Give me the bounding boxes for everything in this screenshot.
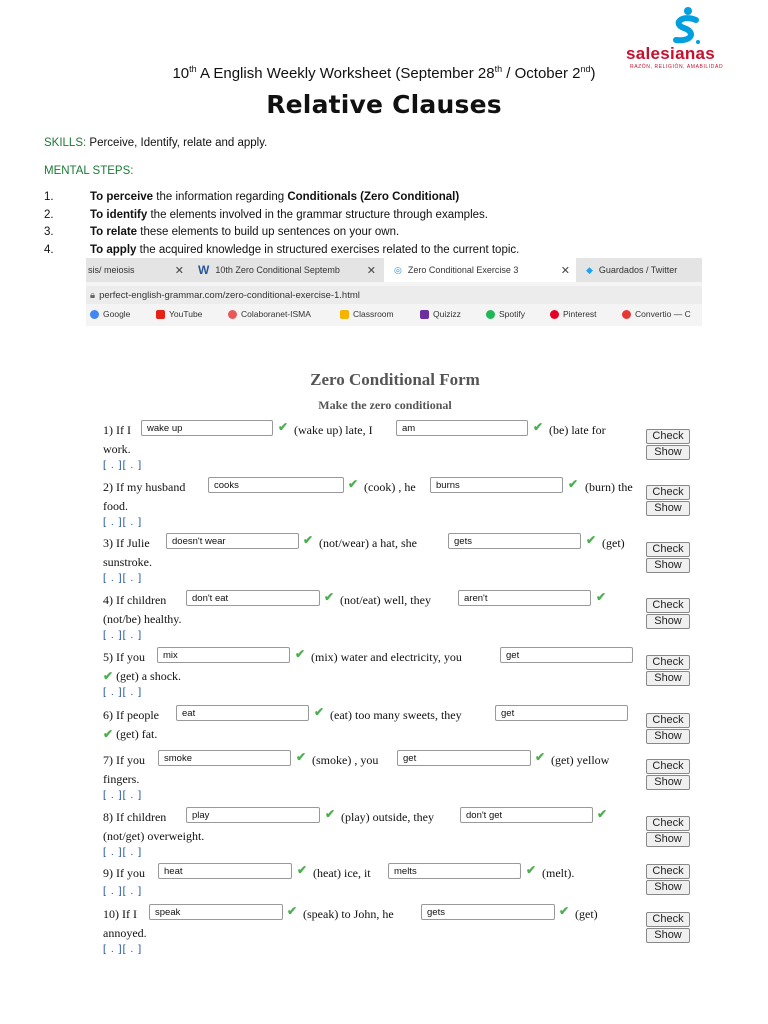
check-button[interactable]: Check (646, 816, 690, 831)
check-mark-icon: ✔ (597, 807, 608, 821)
close-icon[interactable]: ✕ (366, 264, 376, 277)
bookmarks-bar (86, 306, 702, 324)
check-mark-icon: ✔ (314, 705, 325, 719)
check-mark-icon: ✔ (586, 533, 597, 547)
site-icon: ◎ (394, 264, 402, 275)
question-10: 10) If I speak ✔ (speak) to John, he gets ✔ (get) annoyed. [ . ][ . ] (103, 904, 648, 957)
question-3: 3) If Julie doesn't wear ✔ (not/wear) a hat, she gets ✔ (get) sunstroke. [ . ][ . ] (103, 533, 648, 586)
answer-input[interactable]: eat (176, 705, 309, 721)
question-6: 6) If people eat ✔ (eat) too many sweets, they get ✔ (get) fat. (103, 705, 648, 744)
check-mark-icon: ✔ (535, 750, 546, 764)
hint-links[interactable]: [ . ][ . ] (103, 572, 143, 584)
tab-exercise[interactable]: ◎ Zero Conditional Exercise 3 ✕ (384, 258, 576, 282)
school-logo (622, 6, 762, 70)
bookmark-quizizz[interactable]: Quizizz (420, 309, 461, 319)
show-button[interactable]: Show (646, 671, 690, 686)
hint-links[interactable]: [ . ][ . ] (103, 789, 143, 801)
check-mark-icon: ✔ (325, 807, 336, 821)
hint-links[interactable]: [ . ][ . ] (103, 885, 143, 897)
question-8: 8) If children play ✔ (play) outside, they don't get ✔ (not/get) overweight. [ . ][ . ] (103, 807, 648, 860)
question-7: 7) If you smoke ✔ (smoke) , you get ✔ (get) yellow fingers. [ . ][ . ] (103, 750, 648, 803)
page-title: Relative Clauses (266, 90, 502, 119)
answer-input[interactable]: get (495, 705, 628, 721)
answer-input[interactable]: cooks (208, 477, 344, 493)
tab-twitter[interactable]: ◆ Guardados / Twitter (586, 264, 678, 275)
check-button[interactable]: Check (646, 759, 690, 774)
exercise-subtitle: Make the zero conditional (318, 398, 452, 412)
address-bar[interactable]: 🔒︎ perfect-english-grammar.com/zero-conditional-exercise-1.html (86, 286, 702, 304)
check-button[interactable]: Check (646, 429, 690, 444)
check-mark-icon: ✔ (303, 533, 314, 547)
check-button[interactable]: Check (646, 912, 690, 927)
show-button[interactable]: Show (646, 880, 690, 895)
answer-input[interactable]: doesn't wear (166, 533, 299, 549)
mental-steps-label: MENTAL STEPS: (44, 165, 134, 177)
browser-screenshot (86, 258, 702, 326)
spotify-icon (486, 310, 495, 319)
show-button[interactable]: Show (646, 832, 690, 847)
hint-links[interactable]: [ . ][ . ] (103, 459, 143, 471)
hint-links[interactable]: [ . ][ . ] (103, 516, 143, 528)
question-5: 5) If you mix ✔ (mix) water and electricity, you get ✔ (get) a shock. [ . ][ . ] (103, 647, 648, 700)
hint-links[interactable]: [ . ][ . ] (103, 629, 143, 641)
hint-links[interactable]: [ . ][ . ] (103, 943, 143, 955)
answer-input[interactable]: get (397, 750, 531, 766)
pinterest-icon (550, 310, 559, 319)
check-mark-icon: ✔ (559, 904, 570, 918)
show-button[interactable]: Show (646, 775, 690, 790)
check-mark-icon: ✔ (596, 590, 607, 604)
answer-input[interactable]: smoke (158, 750, 291, 766)
check-button[interactable]: Check (646, 655, 690, 670)
exercise-title: Zero Conditional Form (310, 370, 480, 389)
check-mark-icon: ✔ (526, 863, 537, 877)
google-icon (90, 310, 99, 319)
show-button[interactable]: Show (646, 501, 690, 516)
hint-links[interactable]: [ . ][ . ] (103, 686, 143, 698)
show-button[interactable]: Show (646, 558, 690, 573)
check-mark-icon: ✔ (296, 750, 307, 764)
question-9: 9) If you heat ✔ (heat) ice, it melts ✔ (melt). [ . ][ . ] (103, 863, 648, 899)
bookmark-spotify[interactable]: Spotify (486, 309, 525, 319)
tab-worksheet[interactable]: W 10th Zero Conditional Septemb ✕ (198, 263, 376, 277)
question-4: 4) If children don't eat ✔ (not/eat) well, they aren't ✔ (not/be) healthy. [ . ][ . ] (103, 590, 648, 643)
bookmark-pinterest[interactable]: Pinterest (550, 309, 597, 319)
logo-name: salesianas (626, 44, 716, 63)
answer-input[interactable]: mix (157, 647, 290, 663)
question-1: 1) If I wake up ✔ (wake up) late, I am ✔ (be) late for work. [ . ][ . ] (103, 420, 648, 473)
answer-input[interactable]: gets (448, 533, 581, 549)
answer-input[interactable]: wake up (141, 420, 273, 436)
answer-input[interactable]: get (500, 647, 633, 663)
show-button[interactable]: Show (646, 928, 690, 943)
bookmark-convertio[interactable]: Convertio — C (622, 309, 691, 319)
close-icon[interactable]: ✕ (174, 264, 184, 277)
bookmark-google[interactable]: Google (90, 309, 130, 319)
check-mark-icon: ✔ (533, 420, 544, 434)
show-button[interactable]: Show (646, 614, 690, 629)
answer-input[interactable]: burns (430, 477, 563, 493)
bookmark-colaboranet[interactable]: Colaboranet-ISMA (228, 309, 311, 319)
check-mark-icon: ✔ (324, 590, 335, 604)
check-mark-icon: ✔ (568, 477, 579, 491)
question-2: 2) If my husband cooks ✔ (cook) , he burns ✔ (burn) the food. [ . ][ . ] (103, 477, 648, 530)
quizizz-icon (420, 310, 429, 319)
tab-strip (86, 258, 702, 282)
logo-swirl-icon (662, 6, 708, 46)
tab-meiosis[interactable]: sis/ meiosis ✕ (88, 264, 184, 277)
colaboranet-icon (228, 310, 237, 319)
classroom-icon (340, 310, 349, 319)
check-mark-icon: ✔ (295, 647, 306, 661)
check-button[interactable]: Check (646, 713, 690, 728)
hint-links[interactable]: [ . ][ . ] (103, 846, 143, 858)
check-mark-icon: ✔ (287, 904, 298, 918)
check-mark-icon: ✔ (103, 669, 114, 683)
check-mark-icon: ✔ (297, 863, 308, 877)
answer-input[interactable]: melts (388, 863, 521, 879)
check-mark-icon: ✔ (348, 477, 359, 491)
bookmark-classroom[interactable]: Classroom (340, 309, 394, 319)
close-icon[interactable]: ✕ (560, 264, 570, 277)
answer-input[interactable]: gets (421, 904, 555, 920)
twitter-icon: ◆ (586, 264, 593, 275)
worksheet-header: 10th A English Weekly Worksheet (September 28th / October 2nd) (172, 64, 596, 82)
lock-icon: 🔒︎ (90, 289, 96, 301)
answer-input[interactable]: am (396, 420, 528, 436)
bookmark-youtube[interactable]: YouTube (156, 309, 202, 319)
answer-input[interactable]: don't get (460, 807, 593, 823)
check-button[interactable]: Check (646, 542, 690, 557)
check-button[interactable]: Check (646, 598, 690, 613)
answer-input[interactable]: heat (158, 863, 292, 879)
check-button[interactable]: Check (646, 485, 690, 500)
youtube-icon (156, 310, 165, 319)
check-button[interactable]: Check (646, 864, 690, 879)
answer-input[interactable]: aren't (458, 590, 591, 606)
answer-input[interactable]: speak (149, 904, 283, 920)
show-button[interactable]: Show (646, 445, 690, 460)
logo-tagline: RAZÓN, RELIGIÓN, AMABILIDAD (630, 64, 724, 70)
show-button[interactable]: Show (646, 729, 690, 744)
check-mark-icon: ✔ (278, 420, 289, 434)
convertio-icon (622, 310, 631, 319)
answer-input[interactable]: play (186, 807, 320, 823)
answer-input[interactable]: don't eat (186, 590, 320, 606)
word-icon: W (198, 263, 210, 277)
check-mark-icon: ✔ (103, 727, 114, 741)
skills-line: SKILLS: Perceive, Identify, relate and apply. (44, 137, 268, 149)
